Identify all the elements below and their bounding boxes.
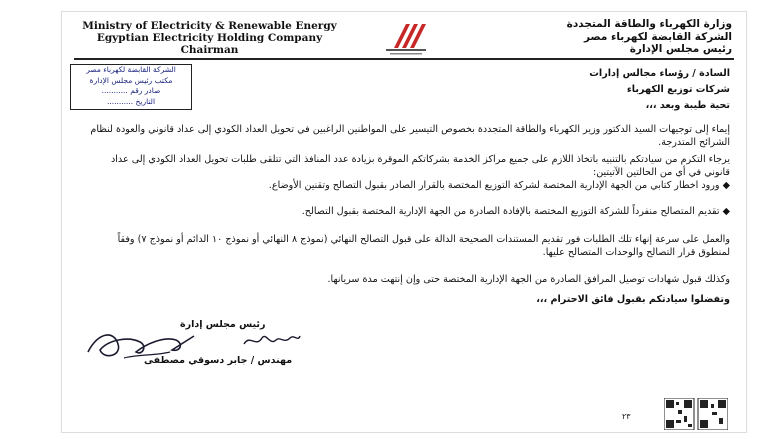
chairman-ar: رئيس مجلس الإدارة	[629, 43, 732, 55]
bullet-marker: ◆	[719, 206, 730, 217]
bullet-2-text: تقديم المتصالح منفرداً للشركة التوزيع المختصة بالإفادة الصادرة من الجهة الإدارية المختصة بقبول التصالح.	[301, 206, 720, 217]
stamp-line: مكتب رئيس مجلس الإدارة	[89, 75, 173, 85]
bullet-1-text: ورود اخطار كتابي من الجهة الإدارية المختصة لشركة التوزيع المختصة بالقرار الصادر بقبول التصالح وتقنين الأوضاع.	[268, 180, 720, 191]
salutation: السادة / رؤساء مجالس إدارات	[589, 68, 730, 79]
ministry-en: Ministry of Electricity & Renewable Energy	[82, 20, 337, 32]
recipients: شركات توزيع الكهرباء	[626, 84, 730, 95]
closing: وتفضلوا سيادتكم بقبول فائق الاحترام ،،،	[536, 294, 730, 305]
bullet-marker: ◆	[719, 180, 730, 191]
arabic-letterhead	[472, 18, 732, 56]
paragraph-2: يرجاء التكرم من سيادتكم بالتنبيه باتخاذ اللازم على جميع مراكز الخدمة بشركاتكم الموقرة بزيادة عدد المنافذ التي تتلقى طلبات تحويل العداد الكودي إلى عداد قانوني في أي من الحالتين الآتيتين:	[110, 154, 730, 178]
page-number: ٢٣	[622, 412, 631, 421]
stamp-line: الشركة القابضة لكهرباء مصر	[86, 65, 176, 74]
signature-title: رئيس مجلس إدارة	[180, 319, 266, 330]
barcode-qr-icon	[664, 398, 728, 430]
stamp-line: التاريخ ...........	[106, 96, 156, 106]
header-divider	[74, 58, 734, 60]
company-logo	[380, 18, 432, 56]
greeting: تحية طيبة وبعد ،،،	[645, 100, 730, 111]
paragraph-4: وكذلك قبول شهادات توصيل المرافق الصادرة من الجهة الإدارية المختصة حتى وإن إنتهت مدة سريانها.	[327, 274, 730, 285]
handwritten-name	[242, 328, 302, 354]
bullet-1	[110, 180, 730, 193]
ministry-ar: وزارة الكهرباء والطاقة المتجددة	[566, 18, 732, 30]
paragraph-1: إيماء إلى توجيهات السيد الدكتور وزير الكهرباء والطاقة المتجددة بخصوص التيسير على المواطنين الراغبين في تحويل العداد الكودي إلى عداد قانوني والعودة لنظام الشرائح المتدرجة.	[90, 124, 730, 148]
company-en: Egyptian Electricity Holding Company	[96, 32, 323, 44]
english-letterhead	[82, 20, 337, 56]
stamp-line: صادر رقم ...........	[101, 86, 161, 95]
company-ar: الشركة القابضة لكهرباء مصر	[583, 30, 732, 43]
bullet-2	[110, 206, 730, 219]
signatory-name: مهندس / جابر دسوقي مصطفى	[144, 355, 293, 366]
paragraph-3: والعمل على سرعة إنهاء تلك الطلبات فور تقديم المستندات الصحيحة الدالة على قبول التصالح النهائي (نموذج ٨ النهائي أو نموذج ١٠ الدائم أو نموذج ٧) وفقاً لمنطوق قرار التصالح والوحدات المتصالح عليها.	[117, 234, 730, 258]
chairman-en: Chairman	[180, 44, 239, 56]
letter-sheet	[62, 12, 746, 432]
